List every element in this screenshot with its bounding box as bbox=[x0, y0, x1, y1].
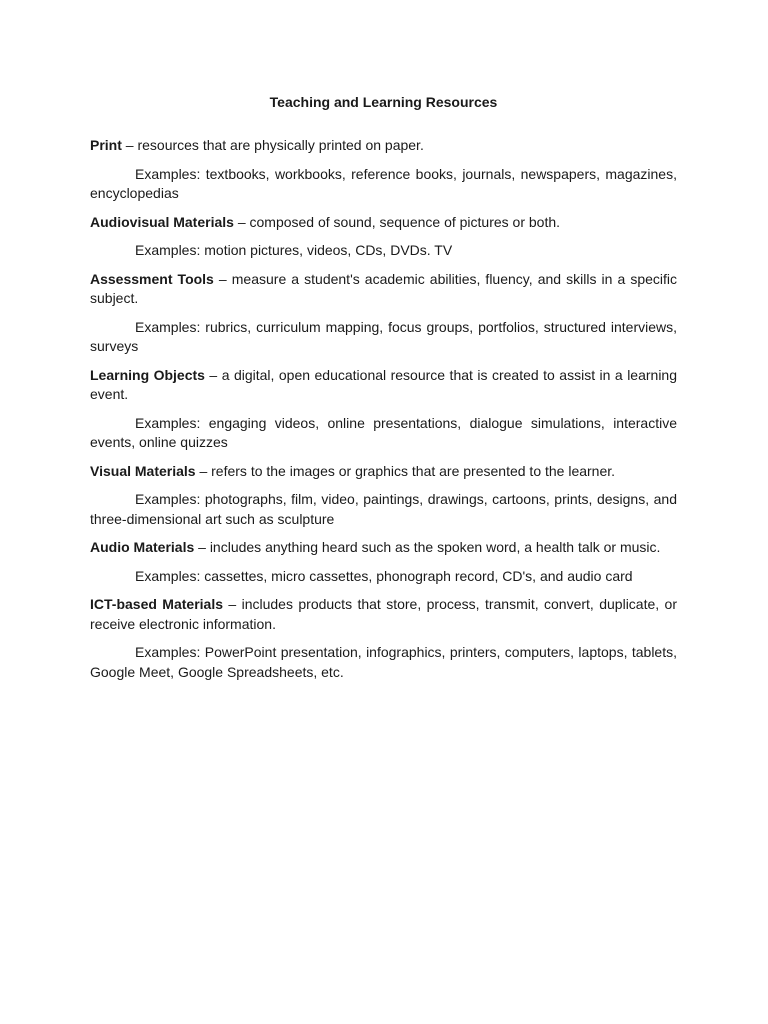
entry-audiovisual-materials bbox=[90, 213, 677, 261]
entry-description: – composed of sound, sequence of pictures or both. bbox=[233, 213, 561, 230]
entry-print bbox=[90, 136, 677, 204]
entry-term: ICT-based Materials bbox=[90, 596, 224, 612]
entry-term: Learning Objects bbox=[90, 366, 205, 383]
entry-description: – a digital, open educational resource that is created to assist in a learning event. bbox=[90, 366, 678, 402]
entry-definition bbox=[90, 595, 677, 634]
entry-examples: Examples: photographs, film, video, paintings, drawings, cartoons, prints, designs, and three-dimensional art such as sculpture bbox=[90, 491, 677, 527]
entry-examples: Examples: rubrics, curriculum mapping, focus groups, portfolios, structured interviews, surveys bbox=[90, 318, 677, 354]
entry-definition bbox=[90, 366, 677, 405]
entry-description: – includes products that store, process, transmit, convert, duplicate, or receive electronic information. bbox=[90, 596, 678, 632]
entry-term: Audio Materials bbox=[90, 539, 195, 555]
entry-examples: Examples: PowerPoint presentation, infographics, printers, computers, laptops, tablets, Google Meet, Google Spreadsheets, etc. bbox=[90, 644, 677, 680]
entry-learning-objects bbox=[90, 366, 677, 453]
entry-visual-materials bbox=[90, 462, 677, 530]
entry-term: Assessment Tools bbox=[90, 270, 214, 287]
entry-assessment-tools bbox=[90, 270, 677, 357]
entry-examples: Examples: cassettes, micro cassettes, phonograph record, CD's, and audio card bbox=[135, 567, 633, 584]
entry-ict-based-materials bbox=[90, 595, 677, 682]
entry-examples: Examples: motion pictures, videos, CDs, DVDs. TV bbox=[135, 242, 453, 258]
entry-audio-materials bbox=[90, 538, 677, 586]
entry-term: Print bbox=[90, 137, 122, 153]
entry-definition bbox=[90, 213, 677, 233]
entry-term: Audiovisual Materials bbox=[90, 213, 234, 230]
entry-definition bbox=[90, 538, 677, 558]
entry-description: – measure a student's academic abilities, fluency, and skills in a specific subject. bbox=[90, 270, 678, 306]
entry-examples: Examples: engaging videos, online presentations, dialogue simulations, interactive events, online quizzes bbox=[90, 414, 677, 450]
entry-description: – resources that are physically printed on paper. bbox=[121, 137, 424, 153]
entry-examples: Examples: textbooks, workbooks, reference books, journals, newspapers, magazines, encyclopedias bbox=[90, 165, 677, 201]
entry-description: – refers to the images or graphics that are presented to the learner. bbox=[195, 462, 616, 479]
entry-definition bbox=[90, 270, 677, 309]
entry-definition bbox=[90, 462, 677, 482]
document-title: Teaching and Learning Resources bbox=[269, 94, 498, 110]
entry-description: – includes anything heard such as the spoken word, a health talk or music. bbox=[194, 539, 661, 555]
entry-term: Visual Materials bbox=[90, 462, 196, 479]
entry-definition bbox=[90, 136, 677, 156]
